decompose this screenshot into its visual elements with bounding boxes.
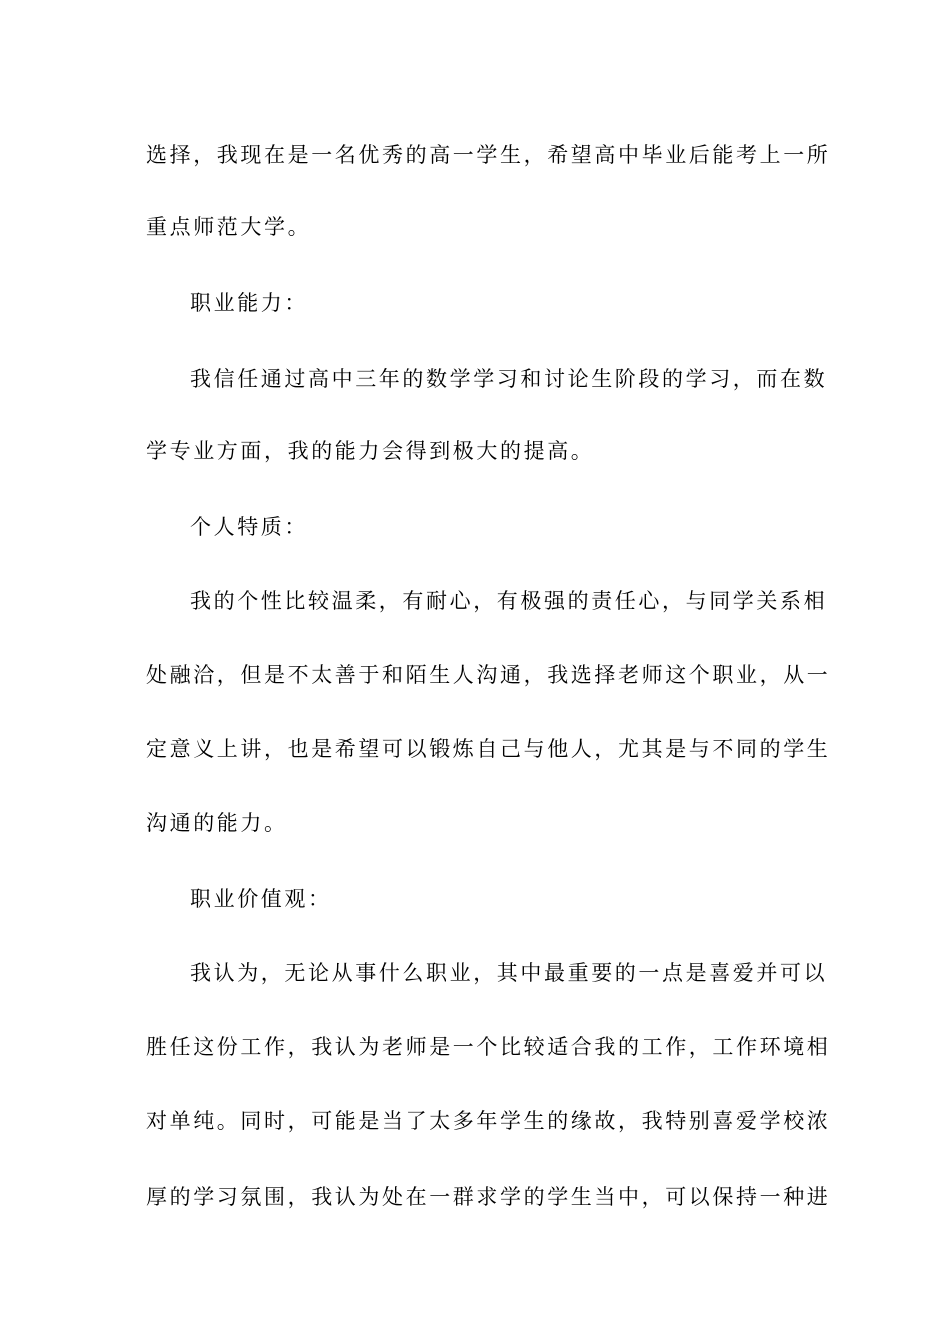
paragraph-line: 我认为，无论从事什么职业，其中最重要的一点是喜爱并可以 bbox=[190, 961, 828, 985]
paragraph-line: 沟通的能力。 bbox=[146, 811, 288, 835]
paragraph-line: 我信任通过高中三年的数学学习和讨论生阶段的学习，而在数 bbox=[190, 367, 828, 391]
paragraph-line: 重点师范大学。 bbox=[146, 215, 312, 239]
paragraph-line: 对单纯。同时，可能是当了太多年学生的缘故，我特别喜爱学校浓 bbox=[146, 1109, 831, 1133]
paragraph-line: 学专业方面，我的能力会得到极大的提高。 bbox=[146, 439, 595, 463]
section-heading-personal-traits: 个人特质： bbox=[190, 515, 308, 539]
paragraph-line: 处融洽，但是不太善于和陌生人沟通，我选择老师这个职业，从一 bbox=[146, 663, 831, 687]
paragraph-line: 厚的学习氛围，我认为处在一群求学的学生当中，可以保持一种进 bbox=[146, 1185, 831, 1209]
paragraph-line: 定意义上讲，也是希望可以锻炼自己与他人，尤其是与不同的学生 bbox=[146, 737, 831, 761]
paragraph-line: 我的个性比较温柔，有耐心，有极强的责任心，与同学关系相 bbox=[190, 589, 828, 613]
section-heading-career-values: 职业价值观： bbox=[190, 887, 332, 911]
paragraph-line: 选择，我现在是一名优秀的高一学生，希望高中毕业后能考上一所 bbox=[146, 143, 831, 167]
paragraph-line: 胜任这份工作，我认为老师是一个比较适合我的工作，工作环境相 bbox=[146, 1035, 831, 1059]
section-heading-career-ability: 职业能力： bbox=[190, 291, 308, 315]
